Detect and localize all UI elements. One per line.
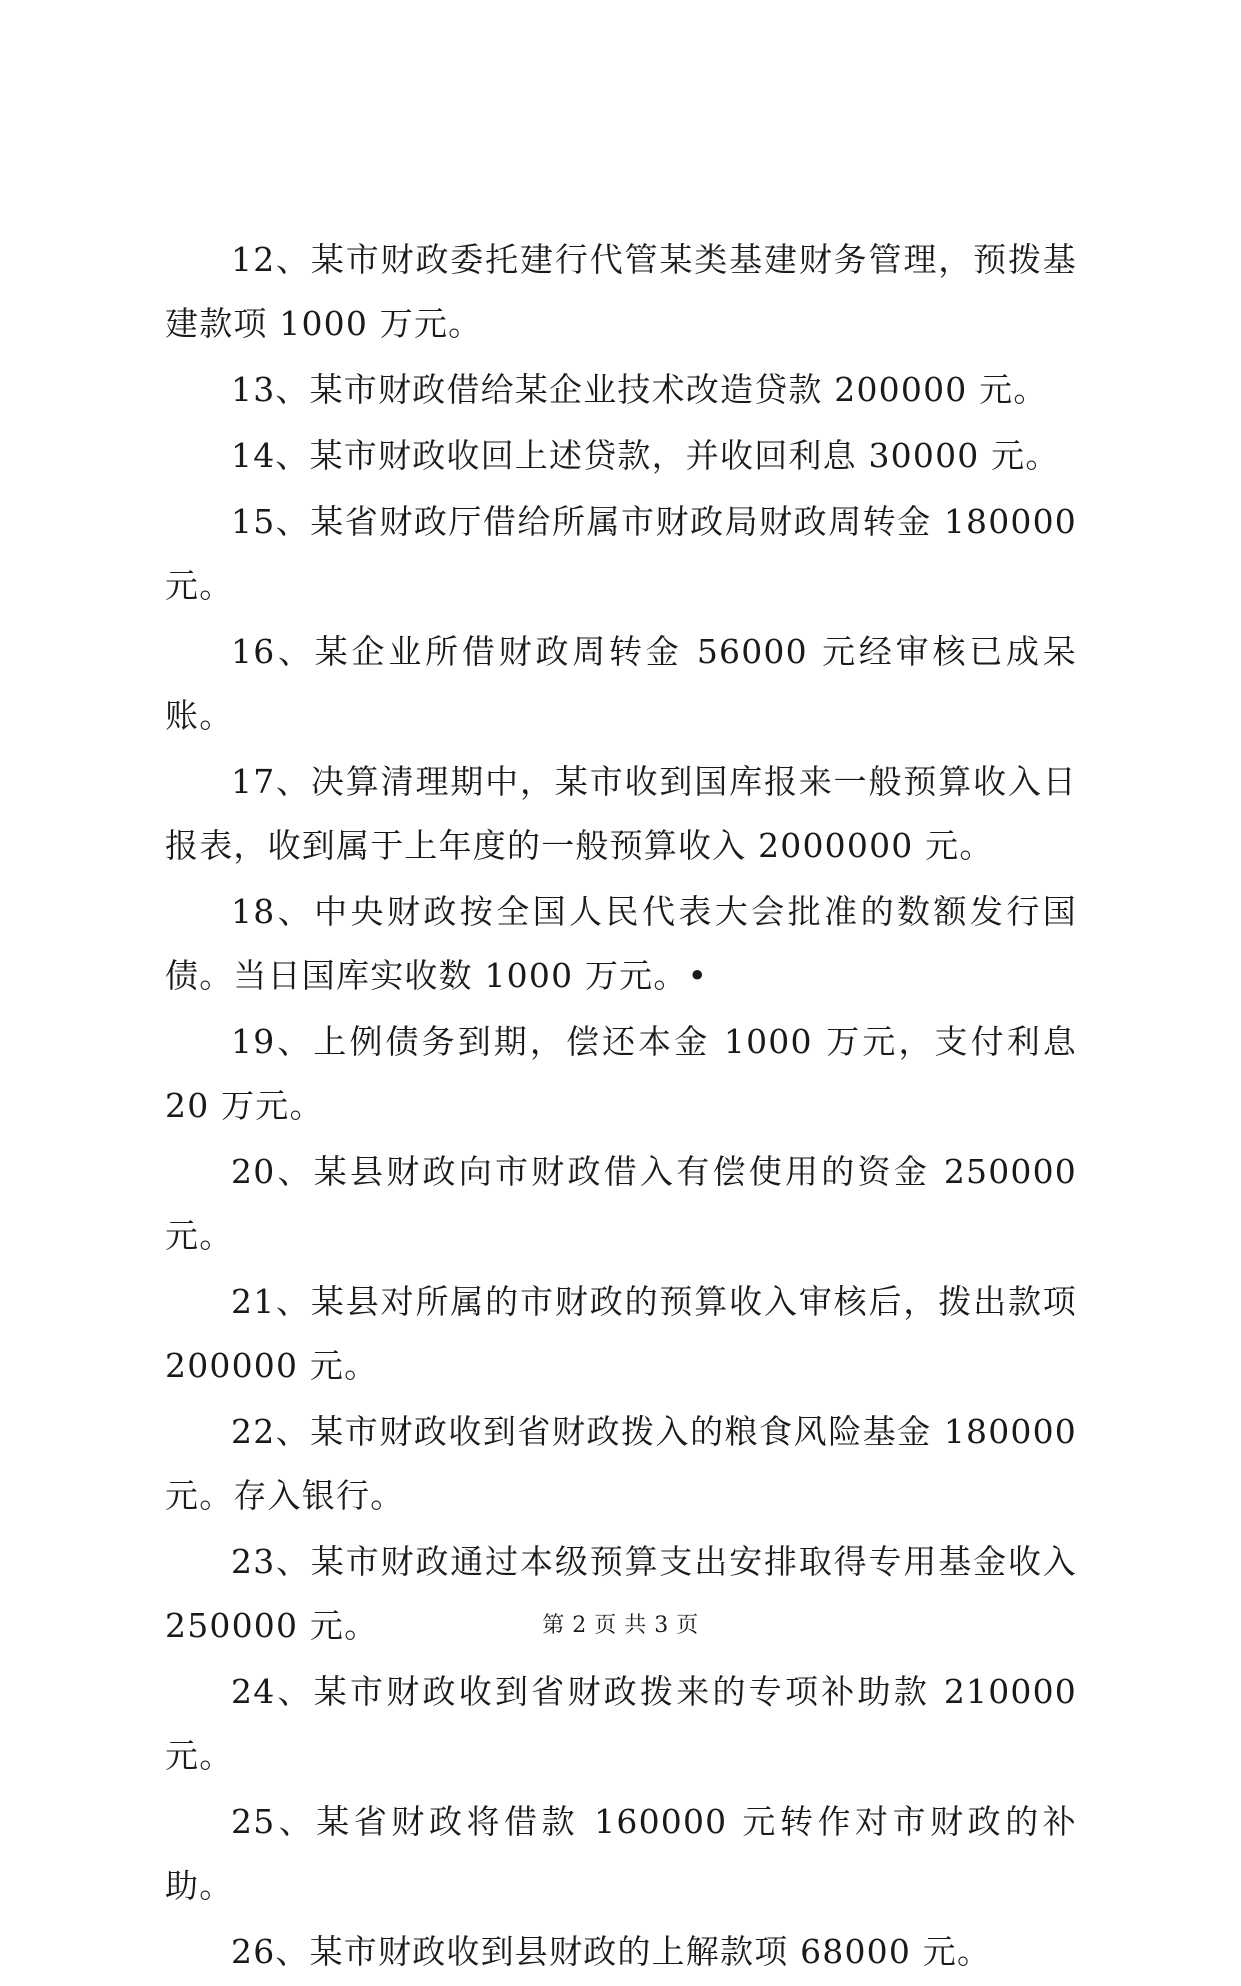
document-body [165,228,1077,1986]
paragraph-14: 14、某市财政收回上述贷款，并收回利息 30000 元。 [231,436,1060,475]
paragraph-17: 17、决算清理期中，某市收到国库报来一般预算收入日报表，收到属于上年度的一般预算收入 2000000 元。 [165,762,1077,865]
paragraph-22: 22、某市财政收到省财政拨入的粮食风险基金 180000 元。存入银行。 [165,1412,1077,1515]
paragraph-12: 12、某市财政委托建行代管某类基建财务管理，预拨基建款项 1000 万元。 [165,240,1077,343]
paragraph-20: 20、某县财政向市财政借入有偿使用的资金 250000 元。 [165,1152,1077,1255]
paragraph-16: 16、某企业所借财政周转金 56000 元经审核已成呆账。 [165,632,1077,735]
page-number-footer: 第 2 页 共 3 页 [542,1613,699,1638]
paragraph-13: 13、某市财政借给某企业技术改造贷款 200000 元。 [231,370,1048,409]
paragraph-24: 24、某市财政收到省财政拨来的专项补助款 210000 元。 [165,1672,1077,1775]
paragraph-18: 18、中央财政按全国人民代表大会批准的数额发行国债。当日国库实收数 1000 万元。• [165,892,1077,995]
paragraph-15: 15、某省财政厅借给所属市财政局财政周转金 180000 元。 [165,502,1077,605]
paragraph-25: 25、某省财政将借款 160000 元转作对市财政的补助。 [165,1802,1077,1905]
paragraph-19: 19、上例债务到期，偿还本金 1000 万元，支付利息 20 万元。 [165,1022,1077,1125]
paragraph-26: 26、某市财政收到县财政的上解款项 68000 元。 [231,1932,992,1971]
paragraph-23: 23、某市财政通过本级预算支出安排取得专用基金收入 250000 元。 [165,1542,1077,1645]
paragraph-21: 21、某县对所属的市财政的预算收入审核后，拨出款项 200000 元。 [165,1282,1077,1385]
